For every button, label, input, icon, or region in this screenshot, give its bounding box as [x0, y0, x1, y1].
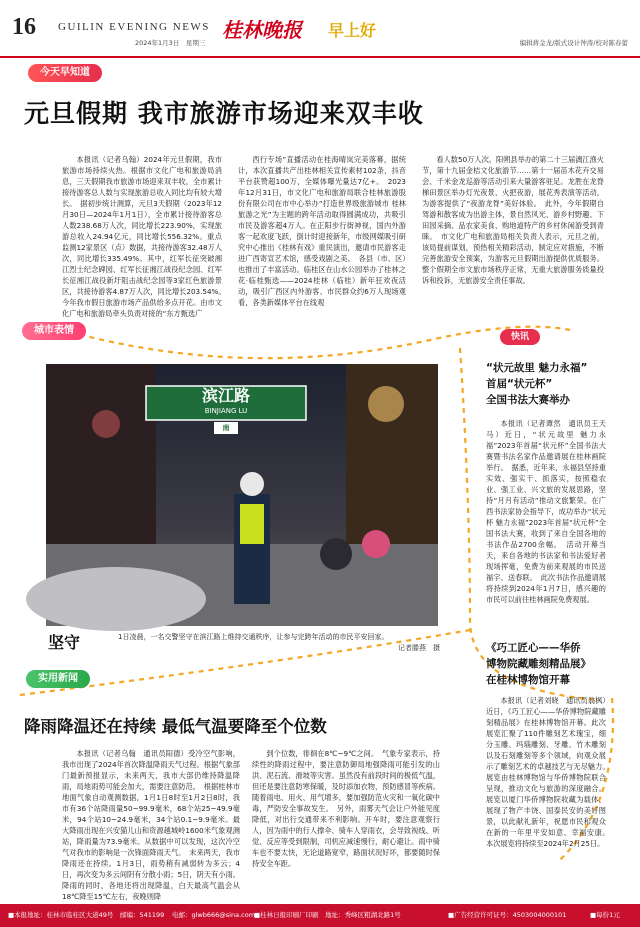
section-tag-practical: 实用新闻 — [26, 670, 90, 688]
photo-title: 坚守 — [48, 633, 81, 652]
footer-address: ■本报地址：桂林市临桂区大道49号 — [8, 911, 114, 919]
editor-credits: 编辑蒋金龙/版式设计钟涛/校对陈春蕾 — [519, 39, 628, 47]
main-article-col3: 看人数50万人次。阳朔县举办的第二十三届漓江渔火节，第十九届金桔文化旅游节……第十一届苗木花卉交易会、千米金龙巡游等活动引来大量游客驻足。龙胜在龙脊梯田景区举办灯光夜景、火把夜游，展花秀表演等活动，为游客提供了“夜游龙脊”美好体验。 此外，今年假期自驾游和散客成为出游主体，景自然风光、游乡村野趣、下田园采摘、品农家美食、购地道特产的乡村休闲游受到青睐。 市文化广电和旅游局相关负责人表示，元旦之前，该局提前谋划，预热相关精彩活动，制定应对措施，不断完善旅游安全预案，为游客元旦假期出游提供优质服务。整个假期全市文旅市场秩序正常，无重大旅游服务质量投诉和投诉，无旅游安全责任事故。 — [422, 155, 604, 285]
footer-email: 电邮：glwb666@sina.com — [172, 911, 256, 919]
footer-license: ■广告经营许可证号：4503004000101 — [448, 911, 567, 919]
paper-logo: 桂林晚报 — [222, 18, 302, 42]
photo-caption: 1日凌晨，一名交警坚守在滨江路上维持交通秩序，让参与完跨年活动的市民平安回家。 记者滕燕 摄 — [118, 633, 440, 652]
main-article-col2: 西行专场”直播活动在桂海晴岚完美落幕，据统计，本次直播共产出桂林相关宣传素材102条，抖音平台获赞超100万，全媒体曝光量达7亿+。 2023年12月31日，市文化广电和旅游局联合桂林旅游股份有限公司在市中心举办“打造世界级旅游城市 桂林旅游之光”为主题的跨年活动取得圆满成功，共吸引市民及游客超4万人。在正阳步行街神视，国内外游客一起欢度飞跃，倒计时迎接新年，市级网媒吸引研究中心推出《桂林有戏》重民演出，邀请市民游客走进广西寄宣艺术馆，感受戏剧之美。 各县（市、区）也推出了丰富活动。临桂区在山水公园举办了桂林之花·临桂甄选——2024桂林（临桂）新年狂欢夜活动，吸引广西区内外游客、市民群众约6万人现场观看，各类新媒体平台在线观 — [238, 155, 406, 307]
street-sign-en: BINJIANG LU — [204, 407, 248, 415]
weather-headline: 降雨降温还在持续 最低气温要降至个位数 — [24, 717, 327, 736]
quick-news-body: 本报讯（记者谭然 通讯员王天马）近日，“状元故里 魅力永福”2023年首届“状元杯”全国书法大赛暨书法名家作品邀请展在桂林画院举行。 据悉，近年来，永福县坚持重实效、强实干、抓落实，按照稳农业、强工业、兴文旅的发展思路，坚持“月月有活动”推动文旅繁荣。在广西书法家协会指导下，成功举办“状元杯 魅力永福”2023年首届“状元杯”全国书法大赛，收到了来自全国各地的书法作品2700余幅。 活动开幕当天，来自各地的书法家和书法爱好者现场挥毫，免费为前来观展的市民送福字、送春联。 此次书法作品邀请展将持续到2024年1月7日，感兴趣的市民可以前往桂林画院免费观展。 — [486, 419, 606, 604]
street-sign — [146, 386, 306, 420]
street-sign-cn: 滨江路 — [201, 386, 250, 405]
weather-col1: 本报讯（记者乌翰 通讯员阳德）受冷空气影响，我市出现了2024年首次降温降雨天气过程。根据气象部门最新预报显示，未来两天，我市大部仍维持降温降雨，局地雨势可能会加大，需要注意防范。 根据桂林市地面气象自动观测数据，1月1日8时至1月2日8时，我市有36个站降雨量50~99.9毫米，68个站25~49.9毫米，94个站10~24.9毫米，34个站0.1~9.9毫米。最大降雨出现在兴安猫儿山和资源越城岭1600米气象观测站，降雨量为73.9毫米。从数据中可以发现，这次冷空气对我市的影响是一次锋面降雨天气。 未来两天，我市降雨还在持续。1月3日，雨势稍有减弱转为多云；4日，再次变为多云间阴有分散小雨；5日，阴天有小雨。降雨的同时，各地还将出现降温，白天最高气温会从18℃降至15℃左右，夜晚则降 — [62, 749, 240, 901]
museum-news-body: 本报讯（记者刘晓 通讯员翁枫）近日，《巧工匠心——华侨博物院藏雕刻精品展》在桂林博物馆开幕。此次展览汇聚了110件雕刻艺术瑰宝，细分玉雕、玛瑙雕刻、牙雕、竹木雕刻以及石刻雕刻等多个领域，向观众展示了雕刻艺术的卓越技艺与无尽魅力。 展览由桂林博物馆与华侨博物院联合呈现，推动文化与旅游的深度融合。展览以厦门华侨博物院收藏为载体，展现了物产丰饶、国泰民安的美好图景，以此献礼新年，祝愿市民和观众在新的一年里平安如意、幸福安康。 本次展览将持续至2024年2月25日。 — [486, 696, 614, 848]
section-tag-today: 今天早知道 — [28, 64, 102, 82]
section-title: 早上好 — [328, 21, 377, 40]
footer-postcode: 邮编：541199 — [120, 911, 165, 919]
footer-price: ■每份1元 — [590, 911, 620, 919]
page-number: 16 — [12, 14, 36, 40]
masthead — [0, 0, 640, 58]
footer-bar — [0, 904, 640, 927]
paper-name-en: GUILIN EVENING NEWS — [58, 21, 210, 33]
photo-credit: 记者滕燕 摄 — [398, 644, 440, 652]
weather-col2: 到个位数，徘徊在8℃~9℃之间。 气象专家表示，持续性的降雨过程中，要注意防御局地强降雨可能引发的山洪、泥石流、滑坡等灾害。虽然没有前段时间的极低气温，但还是要注意防寒保暖，及时添加衣物，预防感冒等疾病。随着雨电、用火、用气增多，要加强防范火灾和一氧化碳中毒，严防安全事故发生。 另外，雨雾天气会让户外能见度降低，对出行交通带来不利影响。开车时，要注意观察行人，因为雨中的行人撑伞、骑车人穿雨衣，会导致视线、听觉、反应等受到限制，司机应减速慢行，耐心避让。雨中骑车也不要太快，无论道路宽窄，路面状况好坏，都要随时保持安全车距。 — [252, 749, 440, 868]
news-photo — [46, 364, 438, 626]
footer-printer: ■桂林日报印刷厂印刷 地址：秀峰区粗湖北路1号 — [254, 911, 401, 919]
main-article-col1: 本报讯（记者乌翰）2024年元旦假期，我市旅游市场持续火热。根据市文化广电和旅游局消息，三天假期我市旅游市场迎来双丰收，全市累计接待游客总人数与实现旅游总收入同比均有较大增长。 据初步统计测算，元旦3天假期（2023年12月30日—2024年1月1日），全市累计接待游客总人数238.68万人次，同比增长223.90%，实现旅游总收入24.94亿元，同比增长556.32%。重点监测12家景区（点）数据，共接待游客32.48万人次，同比增长335.49%。其中，红军长征突破湘江烈士纪念碑园、红军长征湘江战役纪念园、红军长征湘江战役新圩阻击战纪念园等3家红色旅游景区，共接待游客4.87万人次，同比增长203.54%。 今年我市假日旅游市场产品供给多点开花。由市文化广电和旅游局牵头负责对接的“东方甄选广 — [62, 155, 230, 318]
museum-news-headline: 《巧工匠心——华侨 博物院藏雕刻精品展》 在桂林博物馆开幕 — [486, 642, 591, 686]
issue-date: 2024年1月3日 星期三 — [135, 39, 206, 47]
street-sign-direction: 南 — [214, 422, 238, 434]
section-tag-city: 城市表情 — [22, 322, 86, 340]
quick-news-headline: “状元故里 魅力永福” 首届“状元杯” 全国书法大赛举办 — [486, 362, 588, 406]
section-tag-quick: 快讯 — [500, 329, 540, 345]
main-headline: 元旦假期 我市旅游市场迎来双丰收 — [24, 99, 424, 128]
